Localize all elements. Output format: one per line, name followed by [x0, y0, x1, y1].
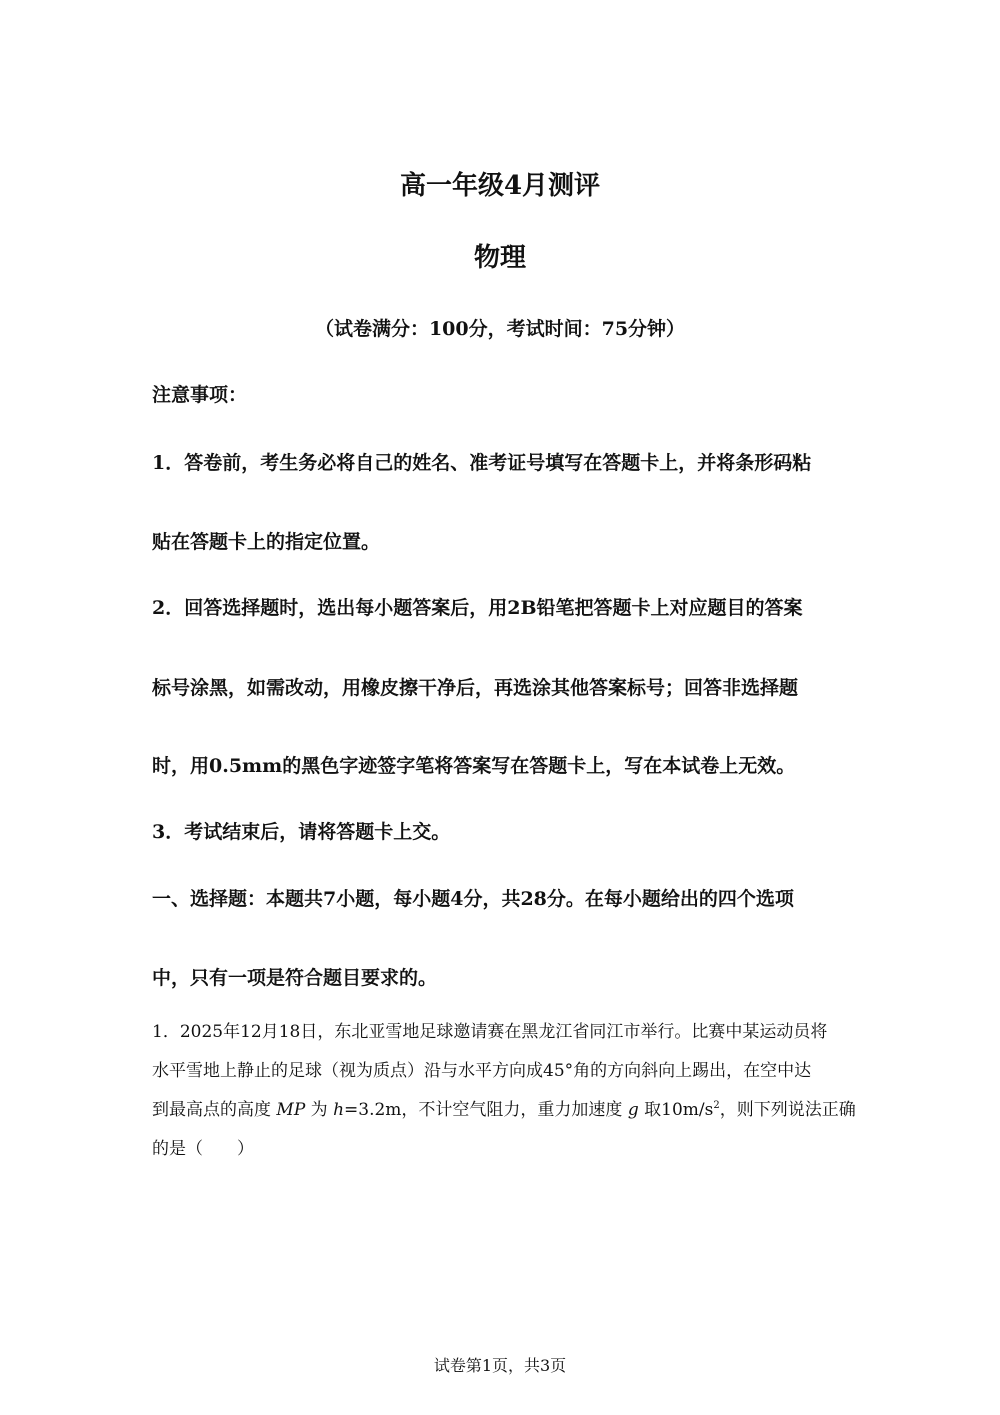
q1-text: 取10m/s: [644, 1100, 714, 1120]
notice-line: 3．考试结束后，请将答题卡上交。: [152, 821, 451, 843]
q1-var-g: g: [627, 1100, 639, 1120]
q1-text: 为: [310, 1100, 328, 1120]
notice-line: 时，用0.5mm的黑色字迹签字笔将答案写在答题卡上，写在本试卷上无效。: [152, 755, 796, 777]
question-1-line: [152, 1098, 856, 1122]
question-1-line: 水平雪地上静止的足球（视为质点）沿与水平方向成45°角的方向斜向上踢出，在空中达: [152, 1061, 812, 1081]
question-1-line: 的是（ ）: [152, 1139, 254, 1159]
notice-line: 2．回答选择题时，选出每小题答案后，用2B铅笔把答题卡上对应题目的答案: [152, 597, 803, 619]
q1-text: =3.2m，不计空气阻力，重力加速度: [344, 1100, 623, 1120]
section-heading: 一、选择题：本题共7小题，每小题4分，共28分。在每小题给出的四个选项: [152, 888, 794, 910]
q1-var-h: h: [333, 1100, 345, 1120]
notice-line: 贴在答题卡上的指定位置。: [152, 531, 381, 553]
score-time-info: （试卷满分：100分，考试时间：75分钟）: [314, 318, 686, 340]
notice-line: 标号涂黑，如需改动，用橡皮擦干净后，再选涂其他答案标号；回答非选择题: [152, 677, 799, 699]
q1-text: ，则下列说法正确: [719, 1100, 856, 1120]
q1-var-mp: MP: [276, 1100, 306, 1120]
question-1-line: 1．2025年12月18日，东北亚雪地足球邀请赛在黑龙江省同江市举行。比赛中某运动员将: [152, 1022, 828, 1042]
q1-exponent: 2: [713, 1100, 720, 1111]
exam-title: 高一年级4月测评: [399, 171, 601, 201]
notice-line: 1．答卷前，考生务必将自己的姓名、准考证号填写在答题卡上，并将条形码粘: [152, 452, 812, 474]
q1-text: 到最高点的高度: [152, 1100, 271, 1120]
subject-title: 物理: [473, 243, 526, 273]
notice-heading: 注意事项：: [152, 384, 248, 406]
page-footer: 试卷第1页，共3页: [433, 1356, 567, 1375]
section-heading: 中，只有一项是符合题目要求的。: [152, 967, 438, 989]
